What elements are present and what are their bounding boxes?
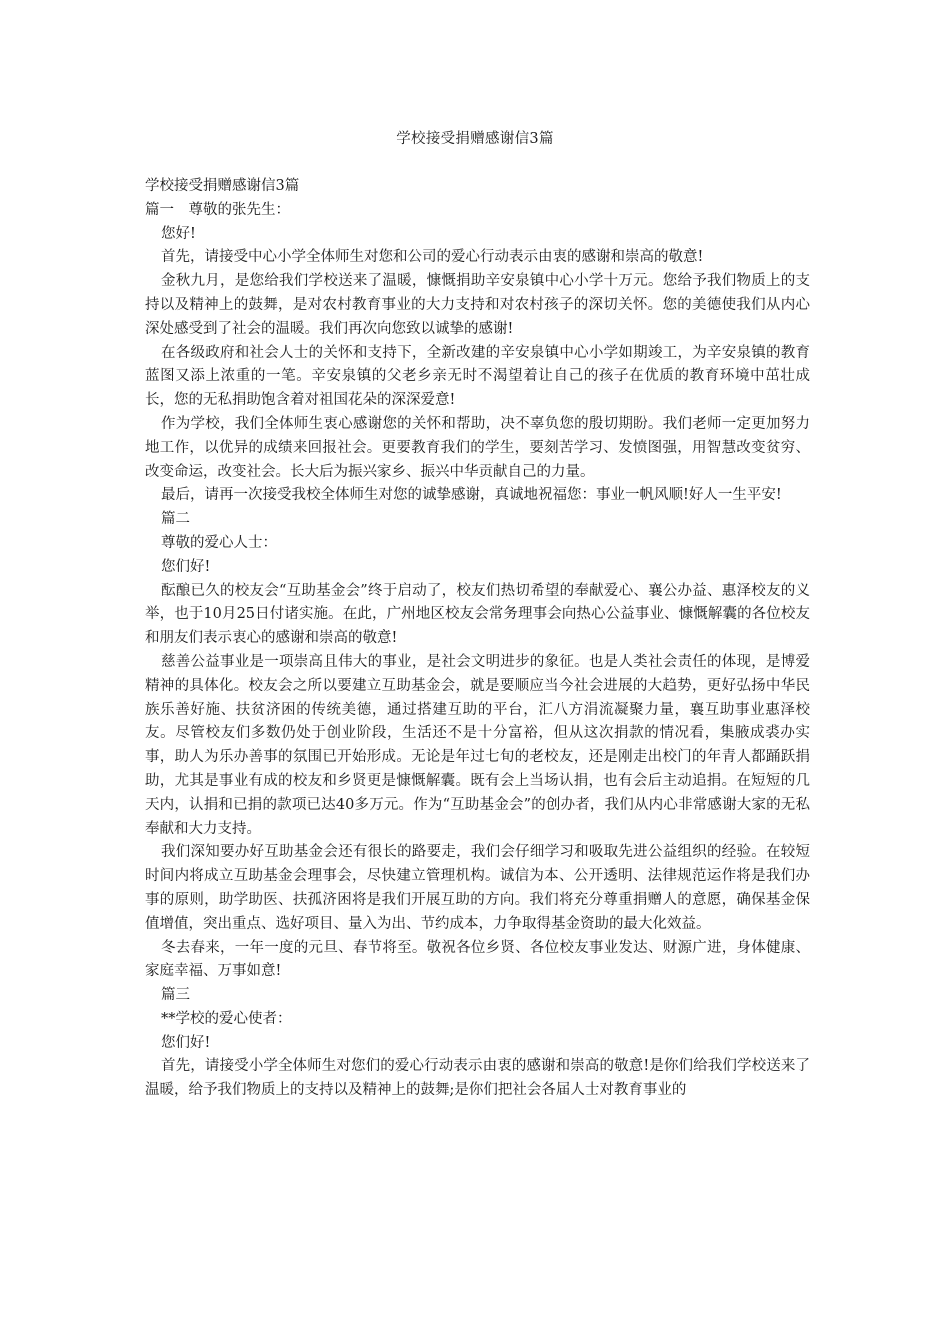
paragraph: 您们好! [161, 1034, 211, 1051]
paragraph: 篇三 [161, 987, 190, 1004]
paragraph: 慈善公益事业是一项崇高且伟大的事业，是社会文明进步的象征。也是人类社会责任的体现，是博爱精神的具体化。校友会之所以要建立互助基金会，就是要顺应当今社会进展的大趋势，更好弘扬中华民族乐善好施、扶贫济困的传统美德，通过搭建互助的平台，汇八方涓流凝聚力量，襄互助事业惠泽校友。尽管校友们多数仍处于创业阶段，生活还不是十分富裕，但从这次捐款的情况看，集腋成裘办实事，助人为乐办善事的氛围已开始形成。无论是年过七旬的老校友，还是刚走出校门的年青人都踊跃捐助，尤其是事业有成的校友和乡贤更是慷慨解囊。既有会上当场认捐，也有会后主动追捐。在短短的几天内，认捐和已捐的款项已达40多万元。作为“互助基金会”的创办者，我们从内心非常感谢大家的无私奉献和大力支持。 [145, 653, 810, 837]
paragraph: 金秋九月，是您给我们学校送来了温暖，慷慨捐助辛安泉镇中心小学十万元。您给予我们物质上的支持以及精神上的鼓舞，是对农村教育事业的大力支持和对农村孩子的深切关怀。您的美德使我们从内心深处感受到了社会的温暖。我们再次向您致以诚挚的感谢! [145, 273, 810, 337]
paragraph: 您好! [161, 225, 196, 242]
paragraph: 在各级政府和社会人士的关怀和支持下，全新改建的辛安泉镇中心小学如期竣工，为辛安泉镇的教育蓝图又添上浓重的一笔。辛安泉镇的父老乡亲无时不渴望着让自己的孩子在优质的教育环境中茁壮成长，您的无私捐助饱含着对祖国花朵的深深爱意! [145, 344, 810, 409]
paragraph: 您们好! [161, 558, 211, 575]
paragraph: 作为学校，我们全体师生衷心感谢您的关怀和帮助，决不辜负您的殷切期盼。我们老师一定更加努力地工作，以优异的成绩来回报社会。更要教育我们的学生，要刻苦学习、发愤图强，用智慧改变贫穷、改变命运，改变社会。长大后为振兴家乡、振兴中华贡献自己的力量。 [145, 415, 810, 480]
paragraph: 学校接受捐赠感谢信3篇 [145, 178, 300, 194]
paragraph: 篇二 [161, 511, 190, 528]
paragraph: **学校的爱心使者： [161, 1010, 292, 1027]
paragraph: 篇一 尊敬的张先生： [145, 201, 290, 218]
document-body [145, 175, 810, 1103]
paragraph: 酝酿已久的校友会“互助基金会”终于启动了，校友们热切希望的奉献爱心、襄公办益、惠泽校友的义举，也于10月25日付诸实施。在此，广州地区校友会常务理事会向热心公益事业、慷慨解囊的各位校友和朋友们表示衷心的感谢和崇高的敬意! [145, 582, 810, 647]
paragraph: 首先，请接受中心小学全体师生对您和公司的爱心行动表示由衷的感谢和崇高的敬意! [161, 249, 704, 266]
paragraph: 我们深知要办好互助基金会还有很长的路要走，我们会仔细学习和吸取先进公益组织的经验。在较短时间内将成立互助基金会理事会，尽快建立管理机构。诚信为本、公开透明、法律规范运作将是我们办事的原则，助学助医、扶孤济困将是我们开展互助的方向。我们将充分尊重捐赠人的意愿，确保基金保值增值，突出重点、选好项目、量入为出、节约成本，力争取得基金资助的最大化效益。 [145, 844, 810, 932]
paragraph: 首先，请接受小学全体师生对您们的爱心行动表示由衷的感谢和崇高的敬意!是你们给我们学校送来了温暖，给予我们物质上的支持以及精神上的鼓舞;是你们把社会各届人士对教育事业的 [145, 1058, 810, 1099]
paragraph: 冬去春来，一年一度的元旦、春节将至。敬祝各位乡贤、各位校友事业发达、财源广进，身体健康、家庭幸福、万事如意! [145, 939, 810, 980]
document-title: 学校接受捐赠感谢信3篇 [396, 131, 554, 147]
paragraph: 最后，请再一次接受我校全体师生对您的诚挚感谢，真诚地祝福您：事业一帆风顺!好人一生平安! [161, 487, 782, 504]
paragraph: 尊敬的爱心人士： [161, 534, 277, 551]
